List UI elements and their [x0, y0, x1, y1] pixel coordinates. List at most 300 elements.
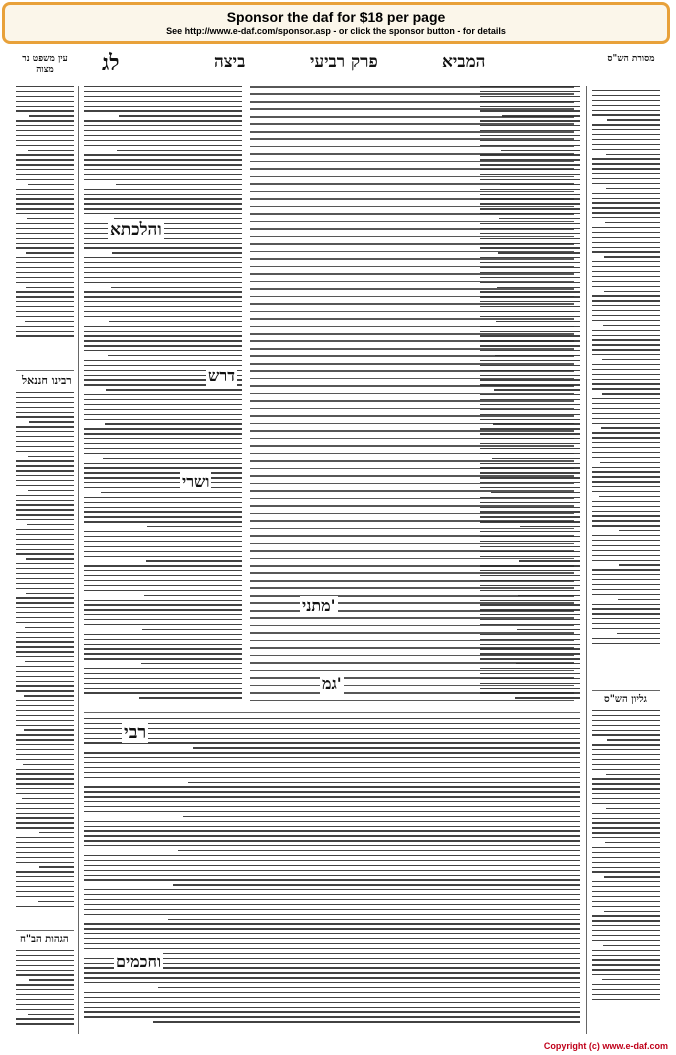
text-line [84, 110, 242, 111]
text-line [84, 840, 580, 841]
text-line [480, 428, 580, 429]
sponsor-banner[interactable] [2, 2, 670, 44]
text-line [592, 379, 660, 380]
text-line [592, 432, 660, 433]
text-line [139, 697, 242, 698]
tractate-name: ביצה [214, 52, 246, 72]
text-line [84, 600, 242, 601]
text-line [84, 909, 580, 910]
text-line [16, 759, 74, 760]
text-line [16, 426, 74, 427]
text-line [84, 796, 580, 797]
text-line [592, 178, 660, 179]
text-line [16, 632, 74, 633]
text-line [606, 808, 660, 809]
text-line [26, 252, 74, 253]
text-line [592, 778, 660, 779]
text-line [16, 989, 74, 990]
text-line [592, 413, 660, 414]
text-line [16, 749, 74, 750]
text-line [592, 388, 660, 389]
text-line [480, 125, 580, 126]
text-line [16, 164, 74, 165]
text-line [592, 734, 660, 735]
text-line [16, 243, 74, 244]
text-line [600, 462, 660, 463]
text-line [16, 715, 74, 716]
text-line [84, 511, 242, 512]
text-line [84, 208, 242, 209]
text-line [84, 614, 242, 615]
text-line [480, 502, 580, 503]
text-line [592, 608, 660, 609]
text-line [592, 803, 660, 804]
text-line [592, 613, 660, 614]
text-line [16, 208, 74, 209]
darash-heading: דרש [208, 366, 235, 385]
text-line [480, 556, 580, 557]
text-line [84, 179, 242, 180]
text-line [480, 653, 580, 654]
text-line [16, 773, 74, 774]
text-line [592, 783, 660, 784]
text-line [168, 919, 580, 920]
text-line [592, 476, 660, 477]
text-line [16, 475, 74, 476]
text-line [480, 541, 580, 542]
text-line [592, 105, 660, 106]
text-line [592, 471, 660, 472]
text-line [592, 452, 660, 453]
text-line [592, 158, 660, 159]
text-line [607, 119, 660, 120]
text-line [16, 886, 74, 887]
text-line [592, 925, 660, 926]
text-line [518, 595, 580, 596]
text-line [480, 477, 580, 478]
text-line [84, 835, 580, 836]
text-line [592, 569, 660, 570]
text-line [84, 879, 580, 880]
text-line [16, 896, 74, 897]
text-line [604, 256, 660, 257]
text-line [480, 546, 580, 547]
text-line [592, 442, 660, 443]
text-line [84, 311, 242, 312]
text-line [592, 354, 660, 355]
text-line [602, 979, 660, 980]
text-line [84, 604, 242, 605]
text-line [119, 115, 242, 116]
rabbi-heading: רבי [124, 722, 147, 743]
sponsor-banner-subtitle[interactable]: See http://www.e-daf.com/sponsor.asp - or click the sponsor button - for details [166, 26, 506, 36]
text-line [494, 389, 580, 390]
text-line [26, 558, 74, 559]
text-line [16, 690, 74, 691]
text-line [592, 604, 660, 605]
text-line [607, 739, 660, 740]
text-line [592, 491, 660, 492]
text-line [16, 734, 74, 735]
text-line [480, 233, 580, 234]
text-line [117, 150, 242, 151]
text-line [16, 198, 74, 199]
text-line [480, 198, 580, 199]
text-line [592, 305, 660, 306]
chapter-name: המביא [442, 52, 486, 72]
text-line [16, 407, 74, 408]
text-line [84, 1011, 580, 1012]
text-line [16, 335, 74, 336]
text-line [101, 492, 242, 493]
text-line [602, 393, 660, 394]
text-line [84, 678, 242, 679]
text-line [592, 955, 660, 956]
page-header [10, 50, 666, 84]
text-line [592, 793, 660, 794]
text-line [188, 782, 580, 783]
text-line [592, 886, 660, 887]
text-line [480, 228, 580, 229]
text-line [16, 331, 74, 332]
text-line [16, 671, 74, 672]
text-line [592, 915, 660, 916]
text-line [592, 437, 660, 438]
text-line [500, 184, 580, 185]
text-line [16, 739, 74, 740]
text-line [16, 106, 74, 107]
text-line [592, 149, 660, 150]
text-line [592, 837, 660, 838]
text-line [480, 443, 580, 444]
text-line [592, 867, 660, 868]
text-line [84, 433, 242, 434]
text-line [16, 189, 74, 190]
text-line [84, 556, 242, 557]
text-line [109, 321, 242, 322]
text-line [592, 320, 660, 321]
text-line [592, 906, 660, 907]
text-line [480, 433, 580, 434]
text-line [592, 486, 660, 487]
text-line [84, 639, 242, 640]
text-line [480, 472, 580, 473]
text-line [16, 213, 74, 214]
text-line [84, 521, 242, 522]
gilyon-hashas-column [592, 710, 660, 1010]
text-line [592, 818, 660, 819]
text-line [480, 179, 580, 180]
text-line [592, 628, 660, 629]
text-line [84, 1007, 580, 1008]
text-line [16, 637, 74, 638]
text-line [16, 1004, 74, 1005]
text-line [480, 306, 580, 307]
text-line [592, 584, 660, 585]
text-line [592, 95, 660, 96]
text-line [84, 262, 242, 263]
text-line [519, 560, 580, 561]
text-line [84, 257, 242, 258]
text-line [16, 622, 74, 623]
text-line [592, 457, 660, 458]
text-line [16, 720, 74, 721]
text-line [592, 310, 660, 311]
text-line [16, 460, 74, 461]
text-line [84, 855, 580, 856]
text-line [592, 383, 660, 384]
mishnah-label: מתני' [302, 596, 336, 615]
text-line [602, 359, 660, 360]
text-line [16, 783, 74, 784]
text-line [16, 436, 74, 437]
text-line [16, 651, 74, 652]
text-line [604, 911, 660, 912]
text-line [480, 365, 580, 366]
text-line [592, 540, 660, 541]
text-line [141, 663, 242, 664]
text-line [480, 511, 580, 512]
text-line [480, 169, 580, 170]
text-line [592, 511, 660, 512]
text-line [144, 595, 242, 596]
text-line [16, 140, 74, 141]
text-line [84, 738, 580, 739]
text-line [480, 668, 580, 669]
text-line [592, 447, 660, 448]
text-line [604, 291, 660, 292]
text-line [16, 267, 74, 268]
text-line [16, 788, 74, 789]
text-line [592, 139, 660, 140]
text-line [163, 953, 580, 954]
text-line [116, 184, 242, 185]
text-line [603, 945, 660, 946]
text-line [84, 585, 242, 586]
text-line [16, 480, 74, 481]
text-line [480, 673, 580, 674]
text-line [592, 129, 660, 130]
text-line [84, 757, 580, 758]
text-line [16, 725, 74, 726]
text-line [84, 340, 242, 341]
text-line [618, 599, 660, 600]
text-line [84, 159, 242, 160]
text-line [592, 999, 660, 1000]
text-line [16, 685, 74, 686]
text-line [16, 847, 74, 848]
text-line [480, 257, 580, 258]
text-line [16, 416, 74, 417]
text-line [592, 286, 660, 287]
text-line [84, 335, 242, 336]
text-line [592, 369, 660, 370]
text-line [84, 243, 242, 244]
rabbeinu-chananel-column [16, 392, 74, 912]
text-line [84, 551, 242, 552]
text-line [84, 164, 242, 165]
text-line [84, 120, 242, 121]
text-line [480, 448, 580, 449]
text-line [26, 287, 74, 288]
text-line [84, 575, 242, 576]
text-line [16, 412, 74, 413]
text-line [84, 728, 580, 729]
text-line [84, 723, 580, 724]
text-line [592, 232, 660, 233]
text-line [84, 767, 580, 768]
text-line [480, 301, 580, 302]
text-line [592, 217, 660, 218]
divider [78, 86, 79, 1034]
text-line [592, 847, 660, 848]
text-line [84, 502, 242, 503]
text-line [84, 821, 580, 822]
text-line [84, 653, 242, 654]
text-line [480, 291, 580, 292]
text-line [84, 145, 242, 146]
text-line [592, 857, 660, 858]
text-line [84, 830, 580, 831]
text-line [16, 306, 74, 307]
text-line [16, 950, 74, 951]
text-line [103, 458, 242, 459]
text-line [16, 588, 74, 589]
text-line [84, 135, 242, 136]
text-line [480, 370, 580, 371]
chapter-number: פרק רביעי [310, 52, 378, 72]
text-line [480, 521, 580, 522]
text-line [84, 140, 242, 141]
text-line [16, 808, 74, 809]
text-line [480, 335, 580, 336]
text-line [592, 710, 660, 711]
text-line [480, 267, 580, 268]
text-line [16, 710, 74, 711]
text-line [480, 409, 580, 410]
text-line [16, 881, 74, 882]
text-line [592, 295, 660, 296]
text-line [480, 438, 580, 439]
text-line [22, 798, 74, 799]
text-line [592, 715, 660, 716]
text-line [16, 465, 74, 466]
text-line [84, 536, 242, 537]
text-line [84, 189, 242, 190]
text-line [16, 504, 74, 505]
text-line [480, 600, 580, 601]
text-line [492, 458, 580, 459]
text-line [84, 472, 242, 473]
text-line [84, 692, 242, 693]
text-line [84, 541, 242, 542]
text-line [617, 633, 660, 634]
text-line [84, 570, 242, 571]
text-line [592, 994, 660, 995]
text-line [480, 91, 580, 92]
text-line [480, 487, 580, 488]
text-line [24, 695, 74, 696]
text-line [146, 560, 242, 561]
text-line [480, 453, 580, 454]
text-line [16, 970, 74, 971]
text-line [592, 501, 660, 502]
text-line [16, 451, 74, 452]
divider [586, 86, 587, 1034]
text-line [84, 580, 242, 581]
text-line [592, 989, 660, 990]
text-line [84, 296, 242, 297]
text-line [480, 159, 580, 160]
text-line [84, 345, 242, 346]
text-line [480, 414, 580, 415]
text-line [16, 960, 74, 961]
text-line [16, 91, 74, 92]
text-line [84, 277, 242, 278]
text-line [16, 955, 74, 956]
text-line [592, 227, 660, 228]
text-line [16, 1018, 74, 1019]
text-line [592, 574, 660, 575]
text-line [16, 130, 74, 131]
text-line [108, 355, 242, 356]
text-line [480, 282, 580, 283]
text-line [29, 979, 74, 980]
text-line [480, 463, 580, 464]
text-line [480, 497, 580, 498]
text-line [16, 984, 74, 985]
divider [592, 690, 660, 691]
text-line [112, 252, 242, 253]
text-line [84, 914, 580, 915]
copyright-link[interactable]: Copyright (c) www.e-daf.com [543, 1041, 668, 1051]
text-line [84, 894, 580, 895]
text-line [480, 624, 580, 625]
text-line [16, 607, 74, 608]
text-line [592, 964, 660, 965]
text-line [16, 326, 74, 327]
tosafot-column [84, 86, 242, 706]
text-line [16, 646, 74, 647]
text-line [84, 870, 580, 871]
text-line [16, 842, 74, 843]
text-line [16, 862, 74, 863]
text-line [592, 520, 660, 521]
sponsor-banner-title[interactable]: Sponsor the daf for $18 per page [226, 9, 446, 25]
text-line [592, 467, 660, 468]
text-line [480, 223, 580, 224]
text-line [84, 791, 580, 792]
text-line [480, 467, 580, 468]
text-line [84, 350, 242, 351]
text-line [480, 345, 580, 346]
text-line [480, 634, 580, 635]
text-line [16, 793, 74, 794]
text-line [592, 344, 660, 345]
text-line [16, 514, 74, 515]
text-line [16, 666, 74, 667]
text-line [84, 875, 580, 876]
text-line [603, 325, 660, 326]
text-line [592, 769, 660, 770]
text-line [592, 730, 660, 731]
text-line [84, 316, 242, 317]
text-line [480, 516, 580, 517]
text-line [84, 482, 242, 483]
text-line [592, 271, 660, 272]
text-line [592, 276, 660, 277]
text-line [480, 614, 580, 615]
